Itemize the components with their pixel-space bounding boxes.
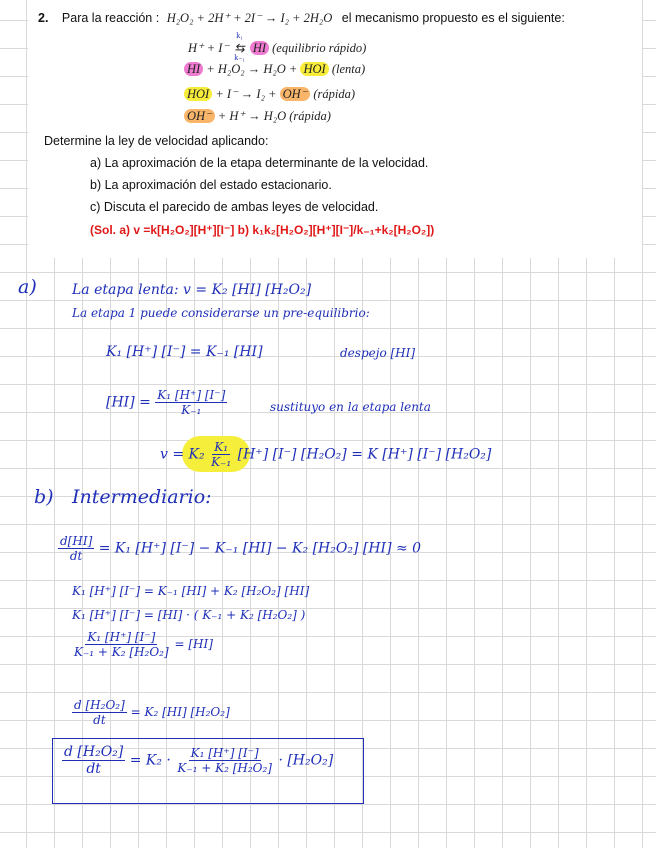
option-a: a) La aproximación de la etapa determinante de la velocidad. <box>90 156 429 170</box>
hi-highlight: HI <box>184 62 203 76</box>
part-a-label: a) <box>18 276 37 298</box>
steady-state-rearranged: K₁ [H⁺] [I⁻] = K₋₁ [HI] + K₂ [H₂O₂] [HI] <box>72 584 310 598</box>
solution-text: (Sol. a) v =k[H₂O₂][H⁺][I⁻] b) k₁k₂[H₂O₂][H⁺][I⁻]/k₋₁+k₂[H₂O₂]) <box>90 223 435 237</box>
hi-expression <box>106 388 227 417</box>
hi-expression-lhs: [HI] = <box>106 394 151 411</box>
oh-highlight: OH⁻ <box>184 109 215 123</box>
hi-steady-state <box>72 630 213 659</box>
km1-label: k₋₁ <box>234 53 246 62</box>
problem-intro: Para la reacción : <box>61 11 160 25</box>
hi-highlight: HI <box>250 41 269 55</box>
rate-law-a <box>160 440 491 469</box>
oh-highlight: OH⁻ <box>280 87 311 101</box>
hi-fraction-den: K₋₁ <box>181 403 202 417</box>
hoi-highlight: HOI <box>184 87 212 101</box>
problem-card <box>28 0 642 258</box>
option-c: c) Discuta el parecido de ambas leyes de velocidad. <box>90 200 379 214</box>
equilibrium-arrow: k₁ ⇆ k₋₁ <box>234 31 246 62</box>
dhi-dt-fraction: $\frac{d[HI]}{dt}$ <box>60 534 93 563</box>
mechanism-step-3 <box>184 86 355 102</box>
h2o2-rate <box>72 698 230 727</box>
k1-label: k₁ <box>236 31 243 40</box>
solve-hi-note: despejo [HI] <box>340 346 416 360</box>
hi-ss-rhs: = [HI] <box>174 637 213 651</box>
hi-fraction <box>155 388 227 417</box>
hi-ss-fraction: $\frac{\text{K₁ [H⁺] [I⁻]}}{\text{K₋₁ + K₂ [H₂O₂]}}$ <box>74 630 169 659</box>
dh2o2-dt-fraction: $\frac{\text{d [H₂O₂]}}{dt}$ <box>74 698 125 727</box>
step3-note: (rápida) <box>313 87 356 101</box>
final-eq-k2: = K₂ · <box>129 752 171 769</box>
steady-state-rhs: = K₁ [H⁺] [I⁻] − K₋₁ [HI] − K₂ [H₂O₂] [HI] ≈ 0 <box>98 540 422 557</box>
h2o2-rate-rhs: = K₂ [HI] [H₂O₂] <box>130 705 230 719</box>
final-rhs-fraction: $\frac{\text{K₁ [H⁺] [I⁻]}}{\text{K₋₁ + K₂ [H₂O₂]}}$ <box>177 746 272 775</box>
question-text: Determine la ley de velocidad aplicando: <box>44 134 269 148</box>
step1-note: (equilibrio rápido) <box>272 41 367 55</box>
mechanism-step-2 <box>184 62 365 77</box>
mechanism-step-1 <box>188 31 367 62</box>
slow-step-line: La etapa lenta: v = K₂ [HI] [H₂O₂] <box>72 282 312 298</box>
final-tail: · [H₂O₂] <box>278 752 334 769</box>
final-lhs-fraction: $\frac{\text{d [H₂O₂]}}{dt}$ <box>64 744 124 777</box>
rate-k2: K₂ <box>188 446 205 463</box>
substitute-note: sustituyo en la etapa lenta <box>270 400 431 414</box>
hi-fraction-num: K₁ [H⁺] [I⁻] <box>157 388 226 402</box>
steady-state-eq <box>58 534 421 563</box>
rate-rest: [H⁺] [I⁻] [H₂O₂] = K [H⁺] [I⁻] [H₂O₂] <box>237 446 492 463</box>
problem-number: 2. <box>38 11 49 25</box>
hoi-highlight: HOI <box>300 62 328 76</box>
rate-v: v = <box>160 446 185 463</box>
option-b: b) La aproximación del estado estacionario. <box>90 178 332 192</box>
step2-body: + H₂O₂ → H₂O + <box>206 62 298 76</box>
step2-note: (lenta) <box>331 62 366 76</box>
pre-equilibrium-line: La etapa 1 puede considerarse un pre-equilibrio: <box>72 306 370 320</box>
equilibrium-equation: K₁ [H⁺] [I⁻] = K₋₁ [HI] <box>106 344 263 360</box>
problem-statement <box>38 10 565 26</box>
global-reaction: H₂O₂ + 2H⁺ + 2I⁻ → I₂ + 2H₂O <box>166 11 333 25</box>
intermediate-title: Intermediario: <box>72 486 212 508</box>
step4-body: + H⁺ → H₂O <box>217 109 287 123</box>
problem-intro-tail: el mecanismo propuesto es el siguiente: <box>341 11 565 25</box>
steady-state-factored: K₁ [H⁺] [I⁻] = [HI] · ( K₋₁ + K₂ [H₂O₂] ) <box>72 608 306 622</box>
mechanism-step-4 <box>184 108 331 124</box>
final-rate-law <box>62 744 333 777</box>
step4-note: (rápida) <box>289 109 331 123</box>
step1-reactants: H⁺ + I⁻ <box>188 41 230 55</box>
k-ratio-fraction: $\frac{\text{K₁}}{\text{K₋₁}}$ <box>211 440 232 469</box>
step3-body: + I⁻ → I₂ + <box>215 87 277 101</box>
part-b-label: b) <box>34 486 54 508</box>
